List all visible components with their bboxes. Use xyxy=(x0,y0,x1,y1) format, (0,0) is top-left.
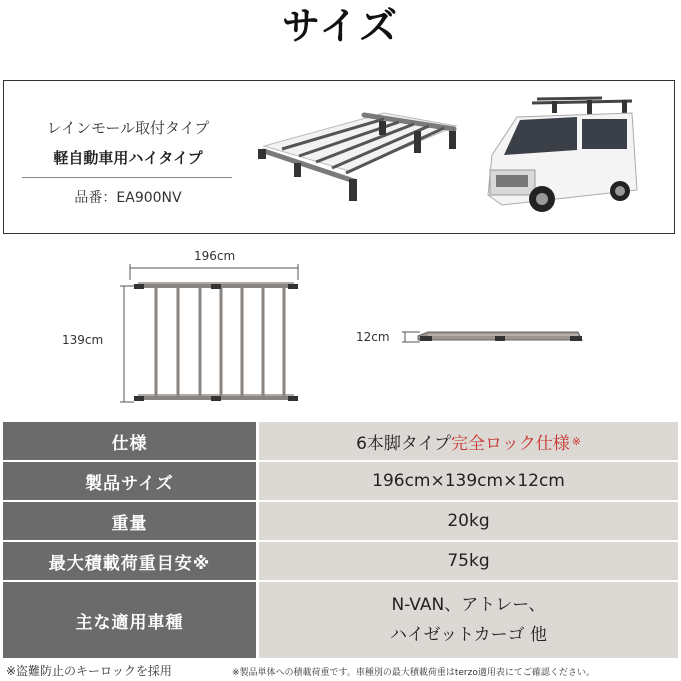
spec-row-max-load xyxy=(3,542,678,580)
spec-key: 最大積載荷重目安※ xyxy=(3,542,256,580)
full-lock-text: 完全ロック仕様 xyxy=(451,433,570,454)
spec-key: 仕様 xyxy=(3,422,256,460)
note-mark: ※ xyxy=(571,434,581,448)
dimension-diagram xyxy=(0,240,681,420)
height-dimension-label: 12cm xyxy=(356,330,390,344)
depth-dimension-label: 139cm xyxy=(62,333,104,347)
spec-row-size xyxy=(3,462,678,500)
van-image xyxy=(482,95,642,220)
spec-value: 20kg xyxy=(259,502,678,540)
spec-value: 196cm×139cm×12cm xyxy=(259,462,678,500)
spec-value: 75kg xyxy=(259,542,678,580)
spec-row-vehicles xyxy=(3,582,678,658)
vehicle-list-line1: N-VAN、アトレー、 xyxy=(391,595,546,615)
spec-row-spec xyxy=(3,422,678,460)
roof-rack-image xyxy=(254,111,464,206)
divider xyxy=(22,177,232,178)
spec-value-text: 6本脚タイプ xyxy=(356,433,452,454)
spec-value xyxy=(259,582,678,658)
spec-key: 重量 xyxy=(3,502,256,540)
spec-row-weight xyxy=(3,502,678,540)
spec-key: 製品サイズ xyxy=(3,462,256,500)
rack-top-view-drawing xyxy=(0,240,681,420)
footnote-lock: ※盗難防止のキーロックを採用 xyxy=(6,664,172,678)
page-title: サイズ xyxy=(282,4,399,48)
product-info-box xyxy=(3,80,675,234)
mount-type-label: レインモール取付タイプ xyxy=(46,119,210,137)
part-number: 品番：EA900NV xyxy=(74,190,182,206)
vehicle-type-label: 軽自動車用ハイタイプ xyxy=(53,149,203,167)
vehicle-list-line2: ハイゼットカーゴ 他 xyxy=(389,625,548,645)
footnote-load: ※製品単体への積載荷重です。車種別の最大積載荷重はterzo適用表にてご確認ください。 xyxy=(232,668,595,678)
spec-value xyxy=(259,422,678,460)
spec-key: 主な適用車種 xyxy=(3,582,256,658)
width-dimension-label: 196cm xyxy=(194,249,236,263)
